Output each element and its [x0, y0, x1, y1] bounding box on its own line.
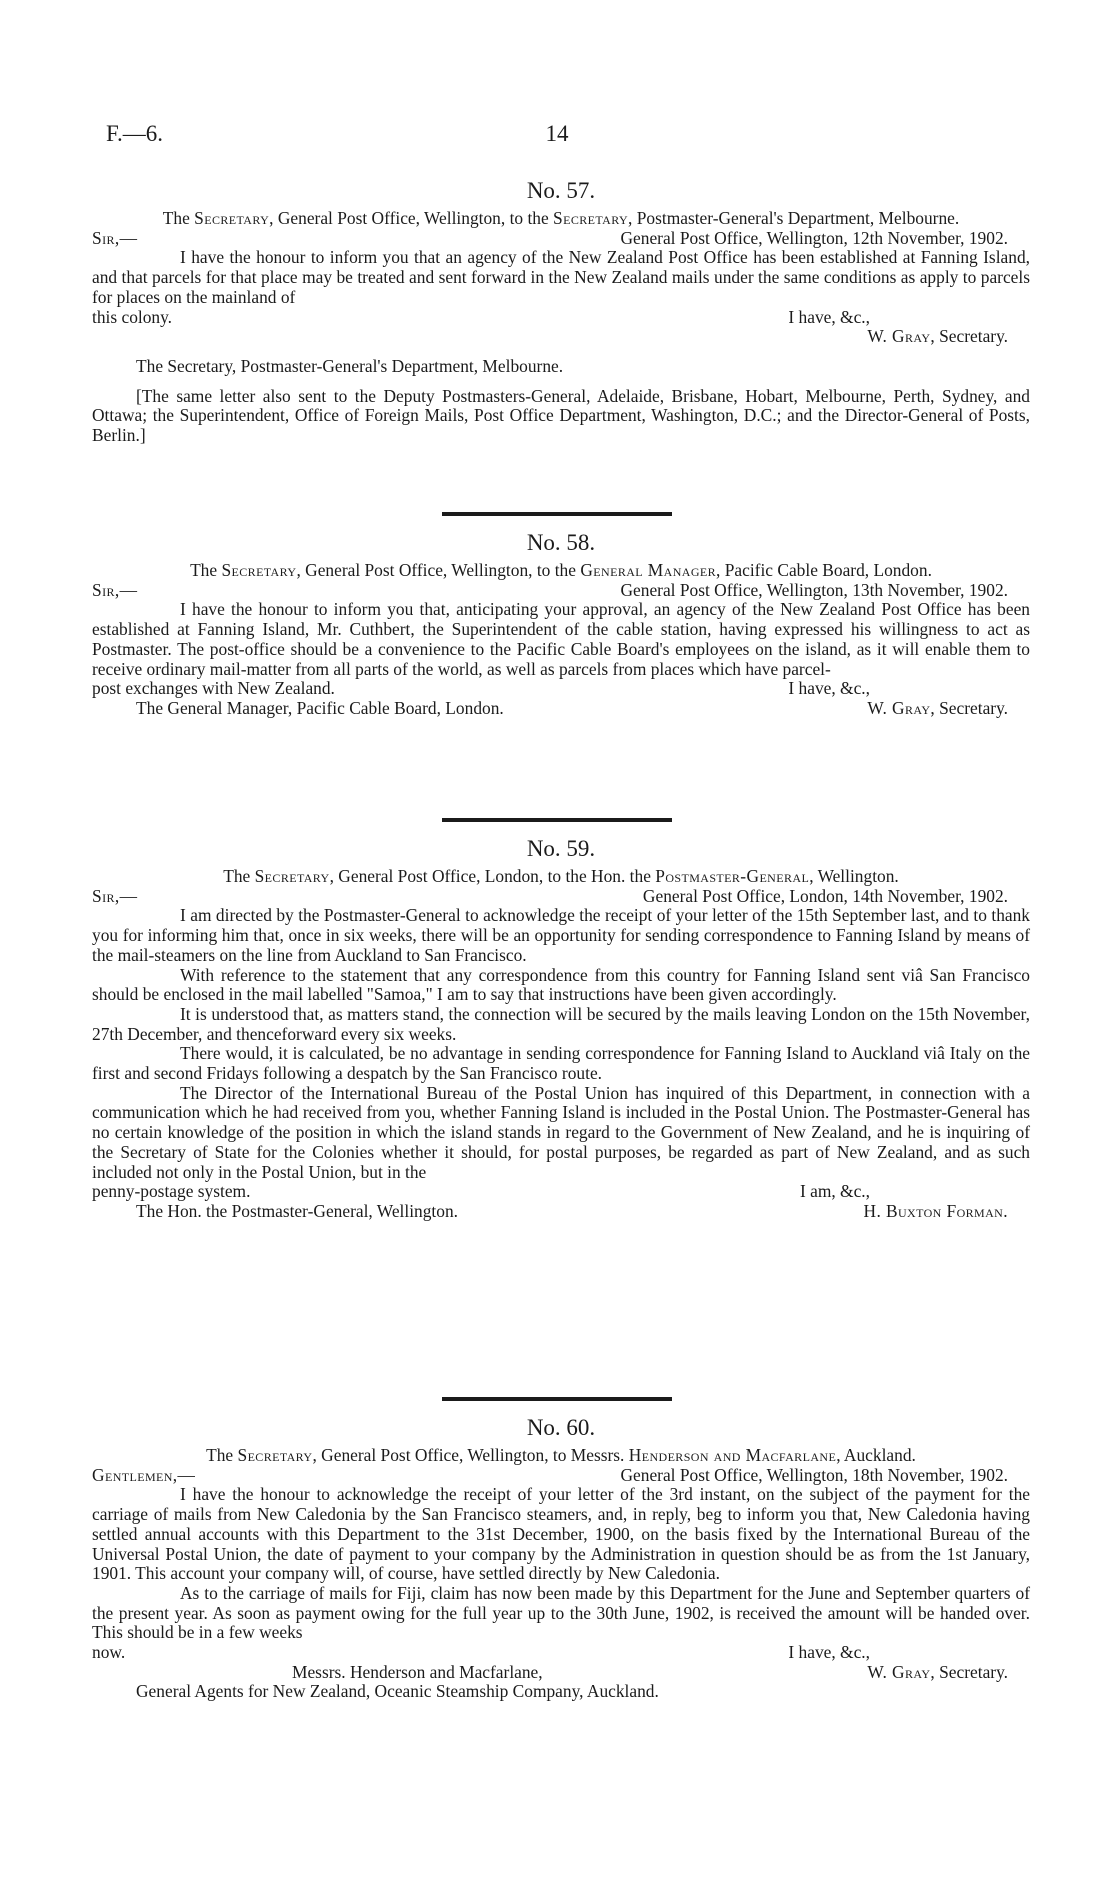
closing-row: [92, 679, 1030, 699]
salutation-row: [92, 1466, 1030, 1486]
letter-body: I have the honour to inform you that, anticipating your approval, an agency of the New Zealand Post Office has been established at Fanning Island, Mr. Cuthbert, the Superintendent of the cable station, having expressed his willingness to act as Postmaster. The post-office should be a convenience to the Pacific Cable Board's employees on the island, as it will enable them to receive ordinary mail-matter from all parts of the world, as well as parcels from places which have parcel-: [92, 599, 1030, 679]
place-date: General Post Office, Wellington, 12th November, 1902.: [620, 227, 1008, 248]
recipient: The Secretary, Postmaster-General's Department, Melbourne.: [136, 355, 564, 376]
letter-paragraph: It is understood that, as matters stand, the connection will be secured by the mails leaving London on the 15th November, 27th December, and thenceforward every six weeks.: [92, 1003, 1030, 1044]
recipient-signature-row: [92, 699, 1030, 719]
letter-paragraph: I have the honour to acknowledge the receipt of your letter of the 3rd instant, on the subject of the payment for the carriage of mails from New Caledonia by the San Francisco steamers, and, in reply, beg to inform you that, New Caledonia having settled annual accounts with this Department to the 31st December, 1900, on the basis fixed by the International Bureau of the Universal Postal Union, the date of payment to your company by the Administration in question should be as from the 1st January, 1901. This account your company will, of course, have settled directly by New Caledonia.: [92, 1484, 1030, 1584]
section-divider: [442, 818, 672, 822]
letter-number: No. 58.: [526, 530, 596, 555]
closing: I have, &c.,: [788, 678, 870, 699]
letter-58: [92, 530, 1030, 719]
salutation-row: [92, 581, 1030, 601]
letter-body: I have the honour to inform you that an agency of the New Zealand Post Office has been established at Fanning Island, and that parcels for that place may be treated and sent forward in the New Zealand mails under the same conditions as apply to parcels for places on the mainland of: [92, 247, 1030, 307]
page-number: 14: [545, 121, 569, 146]
recipient: Messrs. Henderson and Macfarlane,: [292, 1661, 543, 1682]
body-last-line: this colony.: [92, 306, 173, 327]
signature: W. Gray, Secretary.: [867, 697, 1008, 718]
page-header: [0, 121, 1114, 154]
body-last-line: post exchanges with New Zealand.: [92, 678, 335, 699]
recipient-signature-row: [92, 1202, 1030, 1222]
letter-body: The Director of the International Bureau of the Postal Union has inquired of this Department, in connection with a communication which he had received from you, whether Fanning Island is included in the Postal Union. The Postmaster-General has no certain knowledge of the position in which the island stands in regard to the Government of New Zealand, and he is inquiring of the Secretary of State for the Colonies whether it should, for postal purposes, be regarded as part of New Zealand, and as such included not only in the Postal Union, but in the: [92, 1082, 1030, 1182]
closing-row: [92, 1643, 1030, 1663]
letter-number: No. 59.: [526, 836, 596, 861]
letter-address: The Secretary, General Post Office, Wellington, to the Secretary, Postmaster-General's Department, Melbourne.: [162, 208, 960, 228]
place-date: General Post Office, Wellington, 13th November, 1902.: [620, 579, 1008, 600]
letter-number: No. 60.: [526, 1415, 596, 1440]
letter-paragraph: There would, it is calculated, be no advantage in sending correspondence for Fanning Island to Auckland viâ Italy on the first and second Fridays following a despatch by the San Francisco route.: [92, 1043, 1030, 1084]
section-divider: [442, 1397, 672, 1401]
salutation-row: [92, 887, 1030, 907]
salutation-row: [92, 229, 1030, 249]
closing-row: [92, 308, 1030, 328]
closing-row: [92, 1182, 1030, 1202]
letter-address: The Secretary, General Post Office, Wellington, to the General Manager, Pacific Cable Board, London.: [190, 560, 932, 580]
signature: H. Buxton Forman.: [863, 1200, 1008, 1221]
section-divider: [442, 512, 672, 516]
letter-57: [92, 178, 1030, 446]
salutation: Gentlemen,—: [92, 1464, 196, 1485]
letter-number: No. 57.: [526, 178, 596, 203]
body-last-line: now.: [92, 1642, 126, 1663]
letter-address: The Secretary, General Post Office, Wellington, to Messrs. Henderson and Macfarlane, Auckland.: [206, 1445, 916, 1465]
closing: I have, &c.,: [788, 306, 870, 327]
salutation: Sir,—: [92, 579, 138, 600]
signature: W. Gray, Secretary.: [867, 1661, 1008, 1682]
closing: I am, &c.,: [799, 1181, 870, 1202]
page-reference: F.—6.: [106, 121, 163, 146]
body-last-line: penny-postage system.: [92, 1181, 251, 1202]
salutation: Sir,—: [92, 227, 138, 248]
letter-paragraph: I am directed by the Postmaster-General to acknowledge the receipt of your letter of the 15th September last, and to thank you for informing him that, once in six weeks, there will be an opportunity for sending correspondence to Fanning Island by means of the mail-steamers on the line from Auckland to San Francisco.: [92, 905, 1030, 965]
recipient: The Hon. the Postmaster-General, Wellington.: [136, 1200, 458, 1221]
recipient-line-2: General Agents for New Zealand, Oceanic Steamship Company, Auckland.: [136, 1681, 659, 1702]
recipient: The General Manager, Pacific Cable Board, London.: [136, 697, 504, 718]
closing: I have, &c.,: [788, 1642, 870, 1663]
letter-60: [92, 1415, 1030, 1702]
place-date: General Post Office, London, 14th November, 1902.: [642, 885, 1008, 906]
recipient-signature-row: [92, 1663, 1030, 1683]
letter-body: As to the carriage of mails for Fiji, claim has now been made by this Department for the June and September quarters of the present year. As soon as payment owing for the full year up to the 30th June, 1902, is received the amount will be handed over. This should be in a few weeks: [92, 1582, 1030, 1643]
letter-59: [92, 836, 1030, 1222]
letter-note: [The same letter also sent to the Deputy Postmasters-General, Adelaide, Brisbane, Hobart, Melbourne, Perth, Sydney, and Ottawa; the Superintendent, Office of Foreign Mails, Post Office Department, Washington, D.C.; and the Director-General of Posts, Berlin.]: [92, 385, 1030, 446]
salutation: Sir,—: [92, 885, 138, 906]
letter-paragraph: With reference to the statement that any correspondence from this country for Fanning Island sent viâ San Francisco should be enclosed in the mail labelled "Samoa," I am to say that instructions have been given accordingly.: [92, 964, 1030, 1005]
signature: W. Gray, Secretary.: [867, 326, 1008, 347]
place-date: General Post Office, Wellington, 18th November, 1902.: [620, 1464, 1008, 1485]
letter-address: The Secretary, General Post Office, London, to the Hon. the Postmaster-General, Wellington.: [223, 866, 899, 886]
